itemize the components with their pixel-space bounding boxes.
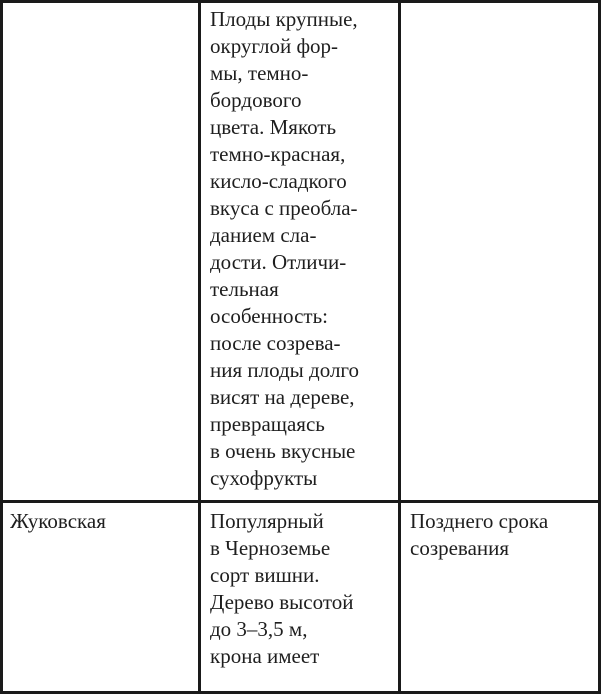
description-line: ния плоды долго [210,358,360,382]
row2-ripening-cell [410,508,548,562]
row2-variety-cell [10,508,106,535]
row2-description-cell [210,508,353,670]
description-line: сухофрукты [210,466,318,490]
variety-name: Жуковская [10,509,106,533]
description-line: данием сла- [210,223,317,247]
description-line: превращаясь [210,412,325,436]
description-line: Дерево высотой [210,590,354,614]
column-divider [398,0,401,694]
description-line: висят на дереве, [210,385,355,409]
ripening-line: Позднего срока [410,509,549,533]
description-line: бордового [210,88,302,112]
description-line: сорт вишни. [210,563,320,587]
description-line: вкуса с преобла- [210,196,358,220]
description-line: крона имеет [210,644,320,668]
description-line: после созрева- [210,331,341,355]
description-line: до 3–3,5 м, [210,617,308,641]
description-line: Плоды крупные, [210,7,358,31]
table-top-border [0,0,601,3]
row1-description-cell [210,6,359,492]
ripening-line: созревания [410,536,510,560]
description-line: особенность: [210,304,328,328]
description-line: в Черноземье [210,536,331,560]
description-line: тельная [210,277,279,301]
description-line: цвета. Мякоть [210,115,337,139]
description-line: мы, темно- [210,61,309,85]
description-line: кисло-сладкого [210,169,347,193]
column-divider [198,0,201,694]
description-line: темно-красная, [210,142,346,166]
description-line: дости. Отличи- [210,250,347,274]
description-line: Популярный [210,509,324,533]
row-divider [0,500,601,503]
description-line: в очень вкусные [210,439,356,463]
description-line: округлой фор- [210,34,339,58]
table-left-border [0,0,3,694]
